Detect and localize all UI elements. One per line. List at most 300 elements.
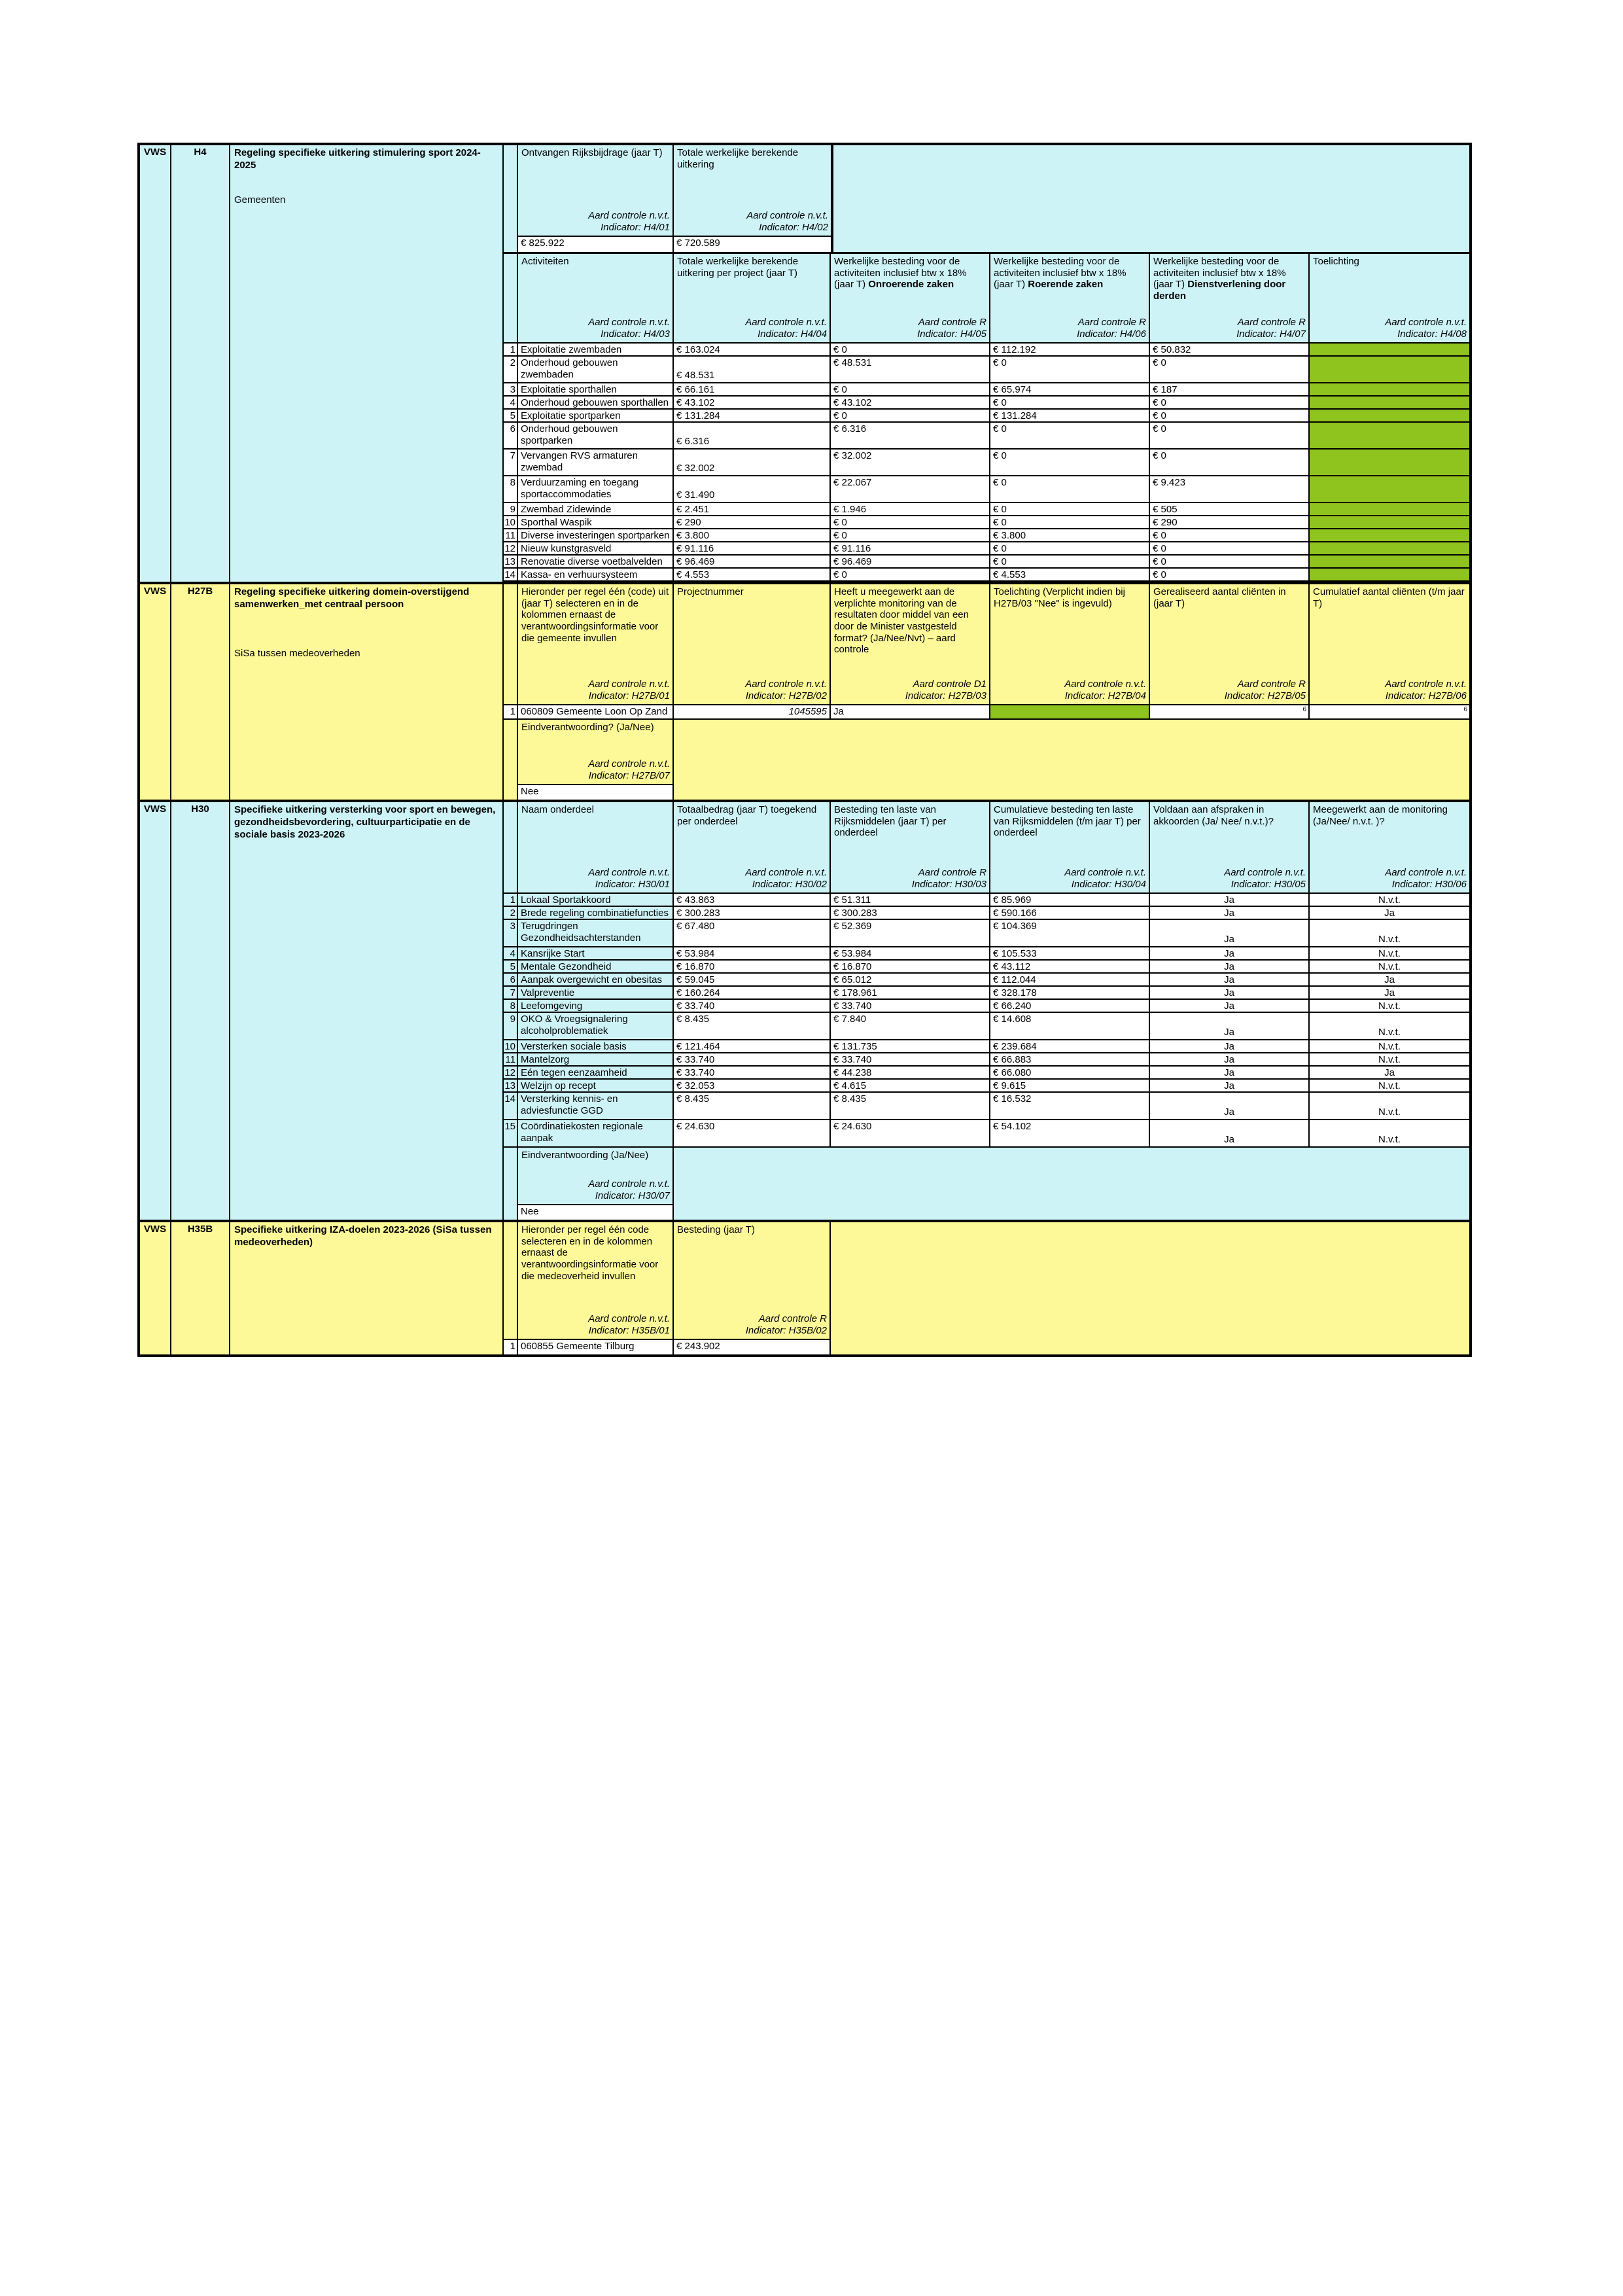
voldaan-afspraken-cell: Ja [1150,1093,1310,1120]
besteding-cell: € 44.238 [831,1067,990,1080]
amount-diensten-cell: € 0 [1150,410,1310,423]
row-number-strip [504,1148,518,1220]
aard-indicator [912,867,986,892]
aard-controle: Aard controle n.v.t. [745,678,827,690]
column-header [1310,584,1469,705]
table-row [504,476,1469,503]
aard-indicator [917,317,986,342]
besteding-cell: € 8.435 [831,1093,990,1120]
voldaan-afspraken-cell: Ja [1150,961,1310,974]
column-header [518,254,674,344]
column-header [518,802,674,894]
header-h35b-01: Hieronder per regel één code selecteren en in de kolommen ernaast de verantwoordingsinformatie voor die medeoverheid invullen Aard controle n.v.t. Indicator: H35B/01 [518,1222,674,1340]
row-number: 1 [504,1340,518,1354]
toelichting-cell [1310,529,1469,542]
aard-controle: Aard controle n.v.t. [588,316,670,328]
row-number: 15 [504,1120,518,1148]
row-number: 6 [504,423,518,450]
row-number: 7 [504,987,518,1000]
row-number: 8 [504,476,518,503]
aard-indicator [1385,679,1467,703]
column-header [831,584,990,705]
activity-name-cell: Onderhoud gebouwen zwembaden [518,357,674,383]
activity-name-cell: Exploitatie zwembaden [518,344,674,357]
amount-onroerend-cell: € 91.116 [831,542,990,556]
toelichting-cell [1310,397,1469,410]
toelichting-cell [1310,556,1469,569]
header-text: Cumulatief aantal cliënten (t/m jaar T) [1313,586,1465,609]
cumulatieve-besteding-cell: € 14.608 [990,1013,1150,1040]
voldaan-afspraken-cell: Ja [1150,1053,1310,1067]
onderdeel-name-cell: Lokaal Sportakkoord [518,894,674,907]
aard-indicator: Aard controle n.v.t. Indicator: H4/02 [746,209,828,234]
voldaan-afspraken-cell: Ja [1150,974,1310,987]
h30-column-header-row [504,802,1469,894]
column-header [1150,802,1310,894]
column-header [990,802,1150,894]
table-row [504,344,1469,357]
amount-per-project-cell: € 48.531 [674,357,831,383]
meegewerkt-monitoring-cell: N.v.t. [1310,1080,1469,1093]
indicator-code: Indicator: H27B/01 [588,690,670,702]
amount-roerend-cell: € 0 [990,503,1150,516]
aard-controle: Aard controle n.v.t. [588,678,670,690]
aard-indicator [588,679,670,703]
header-text: Werkelijke besteding voor de activiteiten inclusief btw x 18% (jaar T) [834,256,967,291]
aard-indicator: Aard controle n.v.t. Indicator: H27B/07 [588,758,670,782]
amount-onroerend-cell: € 6.316 [831,423,990,450]
h4-data-rows [504,344,1469,582]
amount-per-project-cell: € 131.284 [674,410,831,423]
header-text: Naam onderdeel [521,804,594,815]
row-number: 9 [504,1013,518,1040]
besteding-cell: € 53.984 [831,947,990,961]
header-text: Toelichting [1313,256,1359,267]
row-number: 12 [504,1067,518,1080]
row-number: 14 [504,1093,518,1120]
column-header [674,802,831,894]
table-row [504,423,1469,450]
activity-name-cell: Onderhoud gebouwen sporthallen [518,397,674,410]
meegewerkt-monitoring-cell: N.v.t. [1310,894,1469,907]
toelichting-cell [1310,383,1469,397]
totaalbedrag-cell: € 33.740 [674,1000,831,1013]
gemeente-name-cell: 060855 Gemeente Tilburg [518,1340,674,1354]
voldaan-afspraken-cell: Ja [1150,920,1310,947]
amount-per-project-cell: € 43.102 [674,397,831,410]
table-row [504,974,1469,987]
amount-onroerend-cell: € 96.469 [831,556,990,569]
indicator-code: Indicator: H4/08 [1397,328,1467,340]
aard-indicator [745,317,827,342]
amount-roerend-cell: € 131.284 [990,410,1150,423]
toelichting-cell [990,705,1150,720]
besteding-cell: € 16.870 [831,961,990,974]
section-h35b-content [504,1222,1469,1354]
table-row [504,383,1469,397]
amount-per-project-cell: € 32.002 [674,450,831,476]
totaalbedrag-cell: € 160.264 [674,987,831,1000]
table-row [504,529,1469,542]
table-row [504,357,1469,383]
indicator-code: Indicator: H30/01 [595,879,670,891]
amount-per-project-cell: € 163.024 [674,344,831,357]
amount-diensten-cell: € 9.423 [1150,476,1310,503]
row-number: 9 [504,503,518,516]
indicator-code: Indicator: H30/06 [1391,879,1467,891]
aard-controle: Aard controle n.v.t. [745,316,827,328]
row-number: 4 [504,397,518,410]
onderdeel-name-cell: Aanpak overgewicht en obesitas [518,974,674,987]
voldaan-afspraken-cell: Ja [1150,947,1310,961]
header-text: Totaalbedrag (jaar T) toegekend per onderdeel [677,804,817,827]
indicator-code: Indicator: H4/06 [1077,328,1146,340]
h27b-eind-block [504,720,1469,800]
onderdeel-name-cell: Mentale Gezondheid [518,961,674,974]
table-row [504,542,1469,556]
table-row [504,410,1469,423]
department-cell: VWS [140,584,171,800]
onderdeel-name-cell: Mantelzorg [518,1053,674,1067]
voldaan-afspraken-cell: Ja [1150,1067,1310,1080]
monitoring-cell: Ja [831,705,990,720]
header-text: Heeft u meegewerkt aan de verplichte monitoring van de resultaten door middel van een door de Minister vastgesteld format? (Ja/Nee/Nvt) – aard controle [834,586,969,656]
amount-onroerend-cell: € 48.531 [831,357,990,383]
toelichting-cell [1310,569,1469,582]
activity-name-cell: Sporthal Waspik [518,516,674,529]
row-number: 10 [504,1040,518,1053]
meegewerkt-monitoring-cell: N.v.t. [1310,1093,1469,1120]
aard-indicator: Aard controle R Indicator: H35B/02 [745,1313,827,1337]
table-row [504,1093,1469,1120]
header-text: Toelichting (Verplicht indien bij H27B/03 "Nee" is ingevuld) [994,586,1125,609]
indicator-code: Indicator: H27B/06 [1385,690,1467,702]
row-number: 13 [504,556,518,569]
indicator-code: Indicator: H4/04 [758,328,827,340]
meegewerkt-monitoring-cell: N.v.t. [1310,1000,1469,1013]
besteding-cell: € 300.283 [831,907,990,920]
meegewerkt-monitoring-cell: Ja [1310,987,1469,1000]
aard-controle: Aard controle R [918,866,986,878]
aard-controle: Aard controle D1 [913,678,986,690]
section-h27b-content [504,584,1469,800]
cumulatieve-besteding-cell: € 239.684 [990,1040,1150,1053]
header-h35b-02: Besteding (jaar T) Aard controle R Indicator: H35B/02 [674,1222,831,1340]
onderdeel-name-cell: Eén tegen eenzaamheid [518,1067,674,1080]
aard-indicator [1236,317,1306,342]
aard-indicator [1385,317,1467,342]
activity-name-cell: Kassa- en verhuursysteem [518,569,674,582]
regeling-title: Regeling specifieke uitkering domein-overstijgend samenwerken_met centraal persoon [234,586,470,610]
amount-roerend-cell: € 0 [990,450,1150,476]
meegewerkt-monitoring-cell: N.v.t. [1310,1040,1469,1053]
aard-indicator: Aard controle n.v.t. Indicator: H30/07 [588,1178,670,1202]
amount-diensten-cell: € 0 [1150,529,1310,542]
activity-name-cell: Exploitatie sporthallen [518,383,674,397]
amount-diensten-cell: € 0 [1150,397,1310,410]
onderdeel-name-cell: Terugdringen Gezondheidsachterstanden [518,920,674,947]
amount-diensten-cell: € 0 [1150,357,1310,383]
table-row [504,569,1469,582]
gemeente-name-cell: 060809 Gemeente Loon Op Zand [518,705,674,720]
cumulatieve-besteding-cell: € 43.112 [990,961,1150,974]
row-number: 3 [504,920,518,947]
aard-controle: Aard controle R [1237,316,1306,328]
amount-roerend-cell: € 0 [990,357,1150,383]
voldaan-afspraken-cell: Ja [1150,1080,1310,1093]
column-header [1310,802,1469,894]
empty-region [674,720,1469,800]
aard-indicator [1385,867,1467,892]
activity-name-cell: Diverse investeringen sportparken [518,529,674,542]
header-h4-02 [674,145,831,237]
regeling-title: Regeling specifieke uitkering stimulering sport 2024-2025 [234,147,481,171]
empty-region [831,145,1469,252]
regeling-description-cell [230,145,504,582]
row-number: 10 [504,516,518,529]
meegewerkt-monitoring-cell: Ja [1310,974,1469,987]
row-number-strip [504,254,518,344]
amount-diensten-cell: € 0 [1150,450,1310,476]
totaalbedrag-cell: € 24.630 [674,1120,831,1148]
table-row [504,1000,1469,1013]
row-number-strip [504,802,518,894]
header-text: Werkelijke besteding voor de activiteiten inclusief btw x 18% (jaar T) [1153,256,1286,291]
header-text: Hieronder per regel één (code) uit (jaar T) selecteren en in de kolommen ernaast de verantwoordingsinformatie voor die gemeente invullen [521,586,669,644]
amount-per-project-cell: € 66.161 [674,383,831,397]
eindverantwoording-header: Eindverantwoording? (Ja/Nee) Aard controle n.v.t. Indicator: H27B/07 [518,720,674,785]
besteding-cell: € 178.961 [831,987,990,1000]
row-number: 2 [504,357,518,383]
row-number: 2 [504,907,518,920]
amount-per-project-cell: € 6.316 [674,423,831,450]
value-h4-02: € 720.589 [674,237,831,252]
cumulatieve-besteding-cell: € 66.240 [990,1000,1150,1013]
table-row [504,987,1469,1000]
toelichting-cell [1310,450,1469,476]
row-number: 11 [504,529,518,542]
totaalbedrag-cell: € 43.863 [674,894,831,907]
h30-eind-block [504,1148,1469,1220]
table-row [504,961,1469,974]
meegewerkt-monitoring-cell: N.v.t. [1310,961,1469,974]
header-text: Activiteiten [521,256,569,267]
totaalbedrag-cell: € 8.435 [674,1013,831,1040]
regeling-subtitle: SiSa tussen medeoverheden [234,647,360,659]
h27b-column-header-row [504,584,1469,705]
besteding-cell: € 243.902 [674,1340,831,1354]
table-row [504,1040,1469,1053]
row-number: 1 [504,894,518,907]
activity-name-cell: Zwembad Zidewinde [518,503,674,516]
toelichting-cell [1310,476,1469,503]
totaalbedrag-cell: € 33.740 [674,1053,831,1067]
regeling-title: Specifieke uitkering versterking voor sport en bewegen, gezondheidsbevordering, cultuurparticipatie en de sociale basis 2023-2026 [234,804,496,840]
table-row [504,1067,1469,1080]
clients-cum-cell: 6 [1310,705,1469,720]
cumulatieve-besteding-cell: € 85.969 [990,894,1150,907]
totaalbedrag-cell: € 8.435 [674,1093,831,1120]
eindverantwoording-value: Nee [518,1205,674,1220]
meegewerkt-monitoring-cell: N.v.t. [1310,1013,1469,1040]
table-row [504,450,1469,476]
amount-roerend-cell: € 0 [990,476,1150,503]
totaalbedrag-cell: € 33.740 [674,1067,831,1080]
department-cell: VWS [140,802,171,1220]
header-text: Ontvangen Rijksbijdrage (jaar T) [521,147,663,158]
meegewerkt-monitoring-cell: N.v.t. [1310,1053,1469,1067]
cumulatieve-besteding-cell: € 328.178 [990,987,1150,1000]
toelichting-cell [1310,542,1469,556]
header-text: Gerealiseerd aantal cliënten in (jaar T) [1153,586,1286,609]
header-text: Meegewerkt aan de monitoring (Ja/Nee/ n.v.t. )? [1313,804,1448,827]
activity-name-cell: Onderhoud gebouwen sportparken [518,423,674,450]
aard-controle: Aard controle n.v.t. [1224,866,1306,878]
voldaan-afspraken-cell: Ja [1150,894,1310,907]
activity-name-cell: Nieuw kunstgrasveld [518,542,674,556]
besteding-cell: € 33.740 [831,1053,990,1067]
cumulatieve-besteding-cell: € 16.532 [990,1093,1150,1120]
table-row [504,503,1469,516]
row-number: 12 [504,542,518,556]
toelichting-cell [1310,423,1469,450]
aard-controle: Aard controle n.v.t. [1064,866,1146,878]
header-h4-01 [518,145,674,237]
amount-per-project-cell: € 96.469 [674,556,831,569]
table-row [504,1013,1469,1040]
regeling-code-cell: H4 [171,145,230,582]
row-number: 14 [504,569,518,582]
indicator-code: Indicator: H30/05 [1230,879,1306,891]
amount-onroerend-cell: € 0 [831,569,990,582]
toelichting-cell [1310,410,1469,423]
amount-per-project-cell: € 2.451 [674,503,831,516]
aard-controle: Aard controle n.v.t. [1385,316,1467,328]
column-header: Werkelijke besteding voor de activiteiten inclusief btw x 18% (jaar T) Dienstverlening door derden Aard controle R Indicator: H4/07 [1150,254,1310,344]
amount-roerend-cell: € 0 [990,423,1150,450]
toelichting-cell [1310,344,1469,357]
section-h4-content [504,145,1469,582]
aard-indicator [905,679,986,703]
indicator-code: Indicator: H30/02 [752,879,827,891]
amount-per-project-cell: € 91.116 [674,542,831,556]
amount-onroerend-cell: € 0 [831,410,990,423]
aard-controle: Aard controle n.v.t. [588,866,670,878]
amount-roerend-cell: € 0 [990,556,1150,569]
table-row [504,894,1469,907]
row-number: 5 [504,410,518,423]
aard-controle: Aard controle n.v.t. [745,866,827,878]
amount-onroerend-cell: € 0 [831,516,990,529]
amount-diensten-cell: € 290 [1150,516,1310,529]
row-number: 8 [504,1000,518,1013]
row-number: 11 [504,1053,518,1067]
totaalbedrag-cell: € 32.053 [674,1080,831,1093]
header-text: Projectnummer [677,586,744,597]
aard-indicator [1225,679,1306,703]
h27b-data-row [504,705,1469,720]
amount-diensten-cell: € 0 [1150,423,1310,450]
row-number-strip [504,145,518,252]
regeling-description-cell [230,1222,504,1354]
table-row [504,1053,1469,1067]
aard-controle: Aard controle R [918,316,986,328]
column-header [1310,254,1469,344]
column-header [674,254,831,344]
cumulatieve-besteding-cell: € 590.166 [990,907,1150,920]
amount-roerend-cell: € 0 [990,542,1150,556]
amount-onroerend-cell: € 0 [831,344,990,357]
onderdeel-name-cell: OKO & Vroegsignalering alcoholproblematiek [518,1013,674,1040]
amount-per-project-cell: € 31.490 [674,476,831,503]
row-number-strip [504,720,518,800]
regeling-description-cell [230,584,504,800]
regeling-subtitle: Gemeenten [234,194,286,205]
amount-roerend-cell: € 4.553 [990,569,1150,582]
totaalbedrag-cell: € 59.045 [674,974,831,987]
row-number: 1 [504,705,518,720]
table-row [504,397,1469,410]
amount-diensten-cell: € 50.832 [1150,344,1310,357]
amount-onroerend-cell: € 22.067 [831,476,990,503]
h4-column-header-row [504,254,1469,344]
row-number: 6 [504,974,518,987]
indicator-code: Indicator: H30/04 [1071,879,1146,891]
aard-indicator [1064,867,1146,892]
header-text: Totale werkelijke berekende uitkering [677,147,799,170]
onderdeel-name-cell: Kansrijke Start [518,947,674,961]
indicator-code: Indicator: H4/07 [1236,328,1306,340]
activity-name-cell: Vervangen RVS armaturen zwembad [518,450,674,476]
cumulatieve-besteding-cell: € 105.533 [990,947,1150,961]
table-row [504,516,1469,529]
toelichting-cell [1310,503,1469,516]
amount-onroerend-cell: € 0 [831,529,990,542]
table-row [504,556,1469,569]
onderdeel-name-cell: Coördinatiekosten regionale aanpak [518,1120,674,1148]
aard-indicator [1224,867,1306,892]
table-row [504,1080,1469,1093]
onderdeel-name-cell: Leefomgeving [518,1000,674,1013]
aard-controle: Aard controle R [1237,678,1306,690]
amount-roerend-cell: € 3.800 [990,529,1150,542]
besteding-cell: € 33.740 [831,1000,990,1013]
header-text: Cumulatieve besteding ten laste van Rijksmiddelen (t/m jaar T) per onderdeel [994,804,1141,839]
row-number: 5 [504,961,518,974]
amount-onroerend-cell: € 32.002 [831,450,990,476]
meegewerkt-monitoring-cell: Ja [1310,1067,1469,1080]
section-h4 [140,145,1469,584]
amount-diensten-cell: € 0 [1150,542,1310,556]
column-header [674,584,831,705]
cumulatieve-besteding-cell: € 104.369 [990,920,1150,947]
indicator-code: Indicator: H27B/02 [745,690,827,702]
onderdeel-name-cell: Welzijn op recept [518,1080,674,1093]
aard-indicator [1064,679,1146,703]
cumulatieve-besteding-cell: € 112.044 [990,974,1150,987]
row-number: 4 [504,947,518,961]
eindverantwoording-header: Eindverantwoording (Ja/Nee) Aard controle n.v.t. Indicator: H30/07 [518,1148,674,1205]
amount-onroerend-cell: € 43.102 [831,397,990,410]
voldaan-afspraken-cell: Ja [1150,1040,1310,1053]
table-row [504,947,1469,961]
regeling-code-cell: H30 [171,802,230,1220]
table-row [504,1120,1469,1148]
table-row [504,907,1469,920]
column-header [831,802,990,894]
section-h27b [140,584,1469,802]
meegewerkt-monitoring-cell: N.v.t. [1310,920,1469,947]
